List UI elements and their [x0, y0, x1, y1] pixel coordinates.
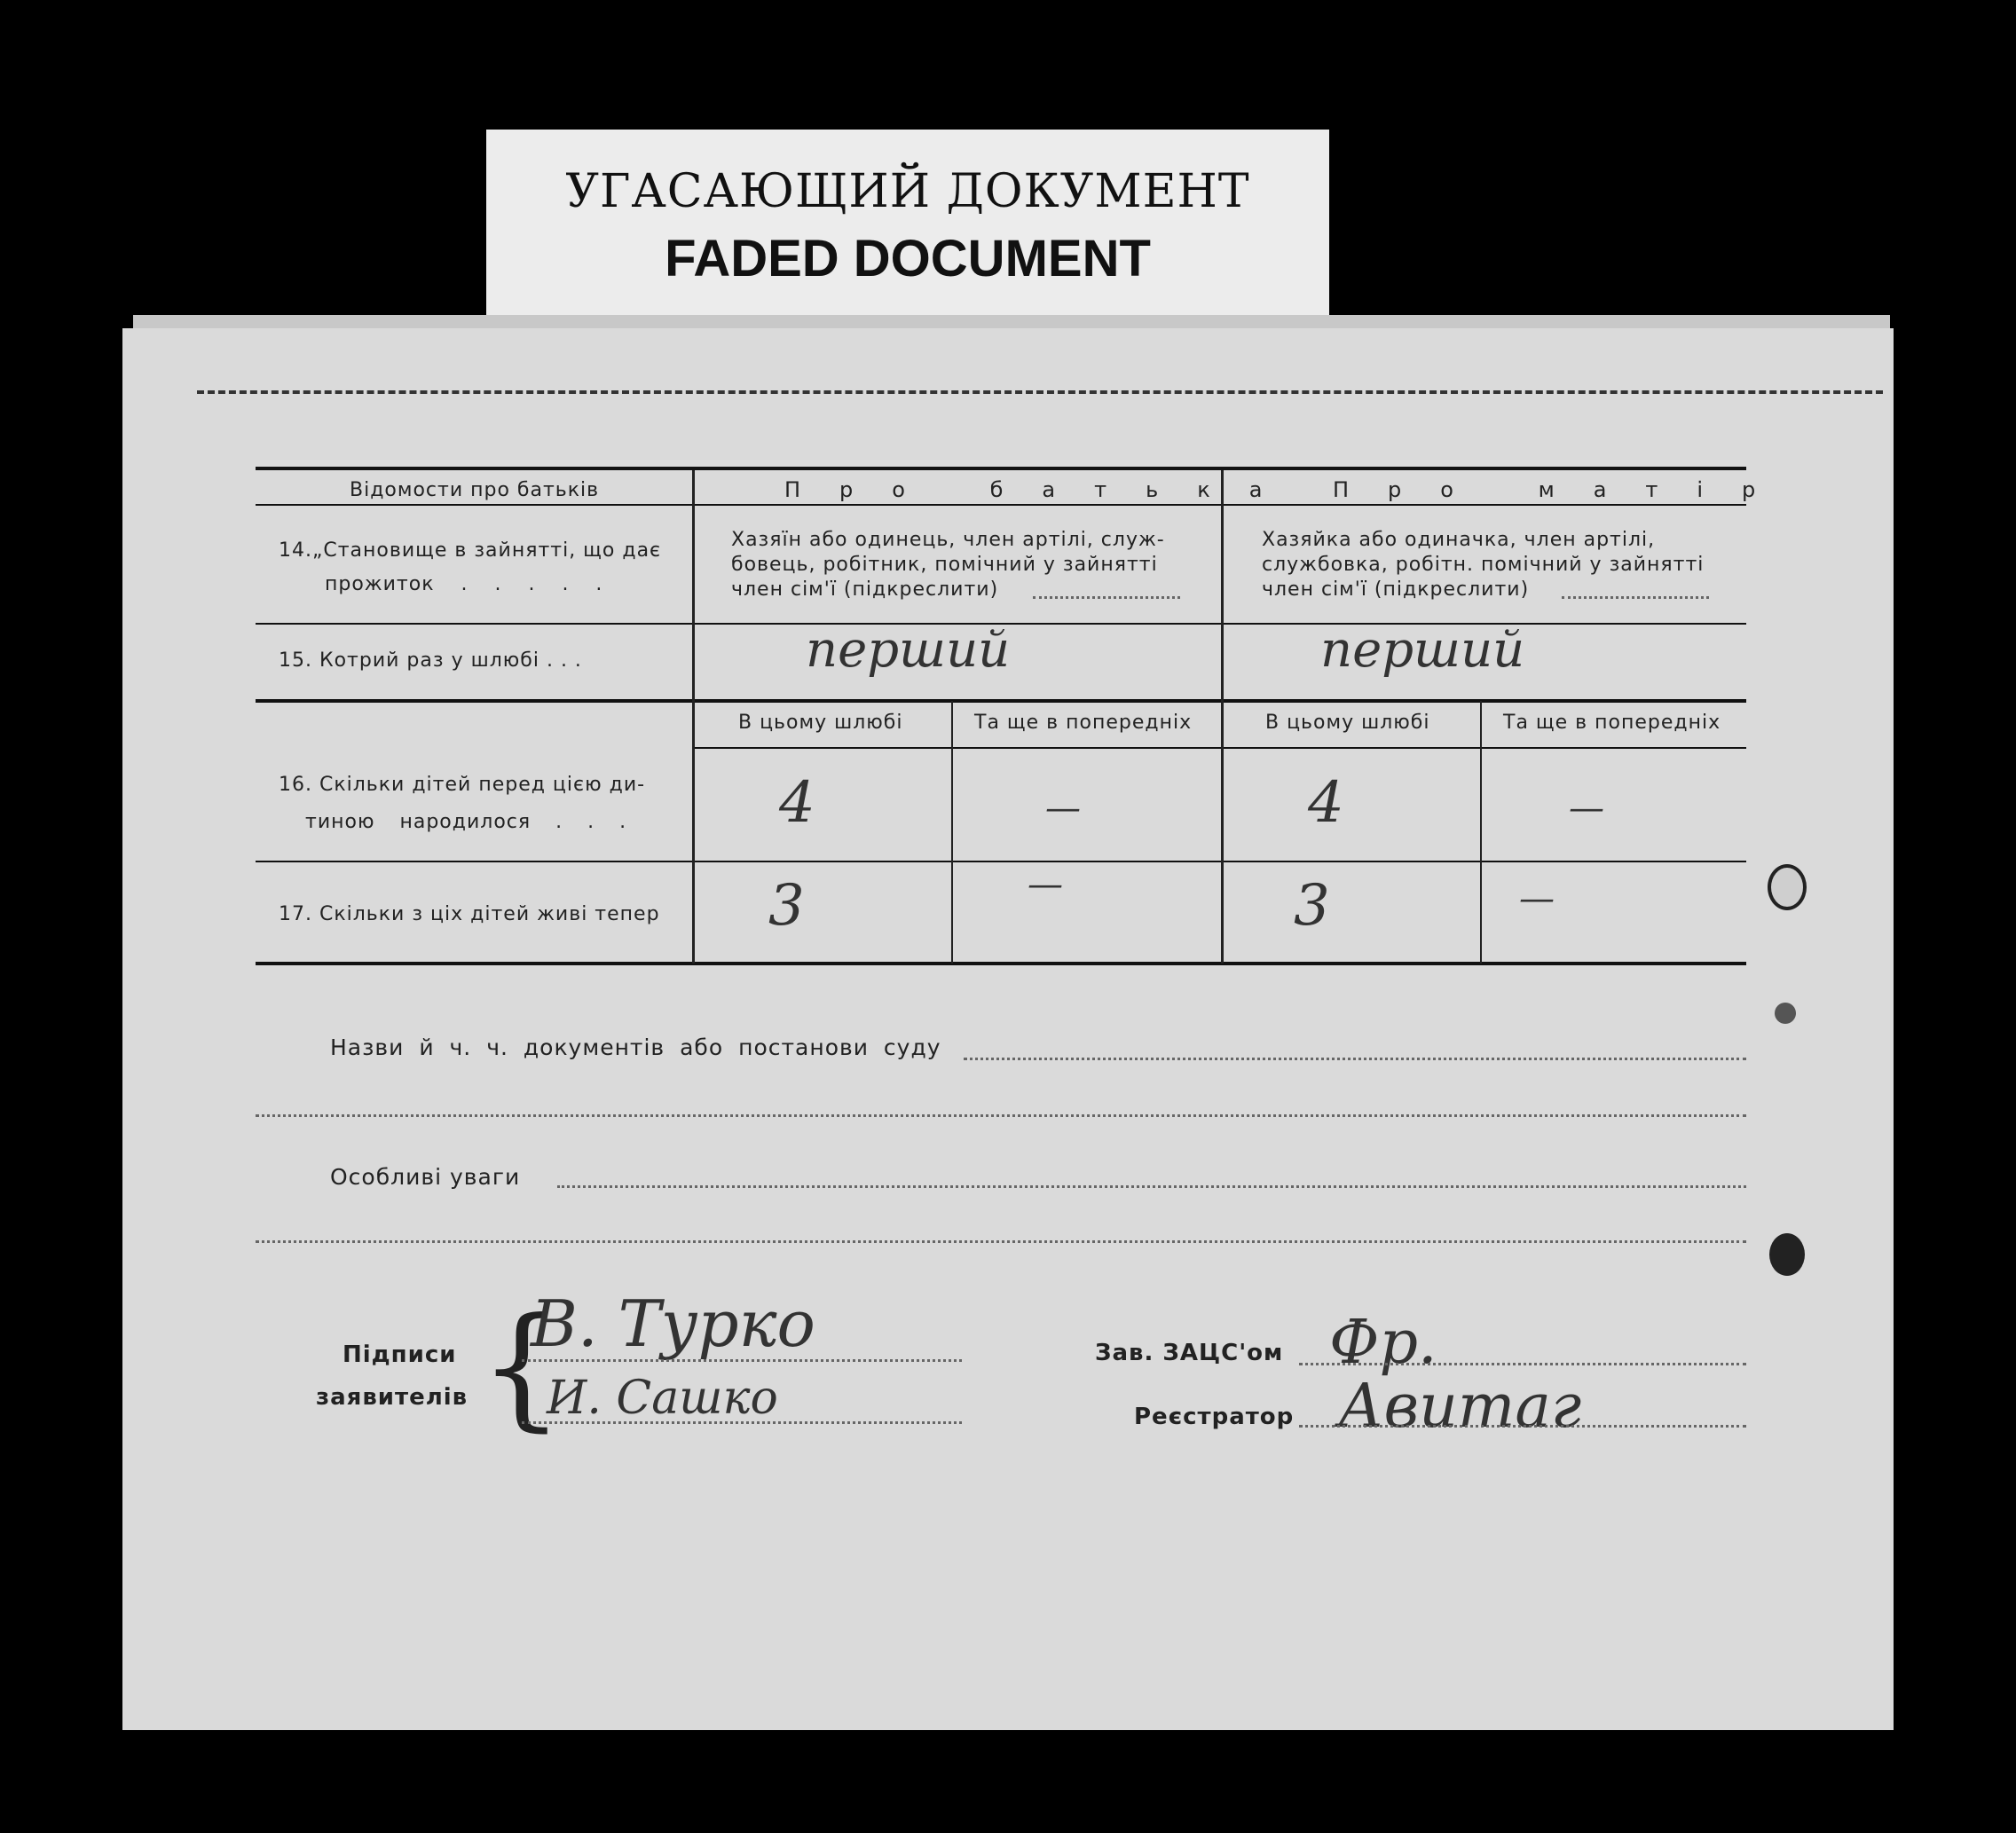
- signatures-brace: {: [479, 1290, 564, 1444]
- perforation-line: [197, 390, 1883, 394]
- header-info: Відомости про батьків: [350, 479, 600, 501]
- row14-father-dotline: [1033, 596, 1180, 599]
- col-divider-3: [951, 701, 953, 964]
- row16-label-1: 16. Скільки дітей перед цією ди-: [279, 774, 646, 796]
- applicant-1-dotline: [522, 1359, 962, 1362]
- zags-signature: Фр.: [1329, 1308, 1437, 1378]
- punch-hole-1: [1768, 864, 1807, 910]
- applicant-2-dotline: [522, 1421, 962, 1424]
- row17-father-this: 3: [768, 873, 805, 939]
- special-dotline-1: [557, 1185, 1746, 1188]
- documents-label: Назви й ч. ч. документів або постанови суду: [330, 1035, 941, 1060]
- registrar-signature: Авитаг: [1338, 1372, 1582, 1442]
- row14-mother-2: службовка, робітн. помічний у зайнятті: [1262, 554, 1705, 576]
- row16-label-2: тиною народилося . . .: [305, 811, 627, 833]
- sub-father-prev: Та ще в попередніх: [974, 712, 1193, 734]
- sub-mother-prev: Та ще в попередніх: [1503, 712, 1721, 734]
- stain-mark: [1775, 1003, 1796, 1024]
- row17-mother-prev: —: [1519, 878, 1555, 919]
- row14-label-2: прожиток . . . . .: [325, 573, 603, 595]
- col-divider-1: [692, 470, 695, 964]
- registrar-label: Реєстратор: [1134, 1404, 1295, 1430]
- faded-document-notice: [486, 130, 1329, 318]
- zags-dotline: [1299, 1363, 1746, 1365]
- applicant-1-signature: В. Турко: [531, 1286, 815, 1361]
- row16-father-this: 4: [779, 770, 815, 836]
- special-dotline-2: [256, 1240, 1746, 1243]
- applicant-2-signature: И. Сашко: [547, 1372, 778, 1425]
- documents-dotline-2: [256, 1114, 1746, 1117]
- punch-hole-2: [1769, 1233, 1805, 1276]
- signatures-label-1: Підписи: [343, 1341, 457, 1368]
- col-divider-2: [1221, 470, 1224, 964]
- row16-mother-prev: —: [1569, 788, 1604, 829]
- row15-mother-value: перший: [1320, 621, 1525, 679]
- row14-mother-3: член сім'ї (підкреслити): [1262, 578, 1530, 601]
- row14-father-1: Хазяїн або одинець, член артілі, служ-: [731, 529, 1165, 551]
- zags-label: Зав. ЗАЦС'ом: [1095, 1340, 1284, 1366]
- row15-label: 15. Котрий раз у шлюбі . . .: [279, 649, 582, 672]
- row14-mother-dotline: [1562, 596, 1709, 599]
- row16-bottom-border: [256, 861, 1746, 862]
- table-top-border: [256, 467, 1746, 470]
- row17-label: 17. Скільки з ціх дітей живі тепер: [279, 903, 660, 925]
- sub-father-this: В цьому шлюбі: [738, 712, 903, 734]
- row16-father-prev: —: [1045, 788, 1081, 829]
- document-sheet: [122, 328, 1894, 1730]
- row15-bottom-border: [256, 699, 1746, 703]
- header-mother: Про матір: [1333, 477, 1795, 502]
- signatures-label-2: заявителів: [316, 1384, 469, 1411]
- header-bottom-border: [256, 504, 1746, 506]
- table-bottom-border: [256, 962, 1746, 965]
- row17-mother-this: 3: [1294, 873, 1330, 939]
- row16-mother-this: 4: [1308, 770, 1344, 836]
- row14-father-3: член сім'ї (підкреслити): [731, 578, 999, 601]
- row14-label-1: 14.„Становище в зайнятті, що дає: [279, 539, 662, 562]
- row17-father-prev: —: [1028, 864, 1063, 905]
- row15-father-value: перший: [806, 621, 1011, 679]
- header-father: Про батька: [784, 477, 1302, 502]
- row14-father-2: бовець, робітник, помічний у зайнятті: [731, 554, 1158, 576]
- registrar-dotline: [1299, 1425, 1746, 1428]
- row14-mother-1: Хазяйка або одиначка, член артілі,: [1262, 529, 1656, 551]
- col-divider-4: [1480, 701, 1482, 964]
- notice-line-ru: УГАСАЮЩИЙ ДОКУМЕНТ: [565, 165, 1250, 218]
- notice-line-en: FADED DOCUMENT: [665, 230, 1151, 287]
- sub-mother-this: В цьому шлюбі: [1265, 712, 1430, 734]
- special-label: Особливі уваги: [330, 1164, 521, 1190]
- documents-dotline-1: [964, 1058, 1746, 1060]
- subheader-bottom-border: [692, 747, 1746, 749]
